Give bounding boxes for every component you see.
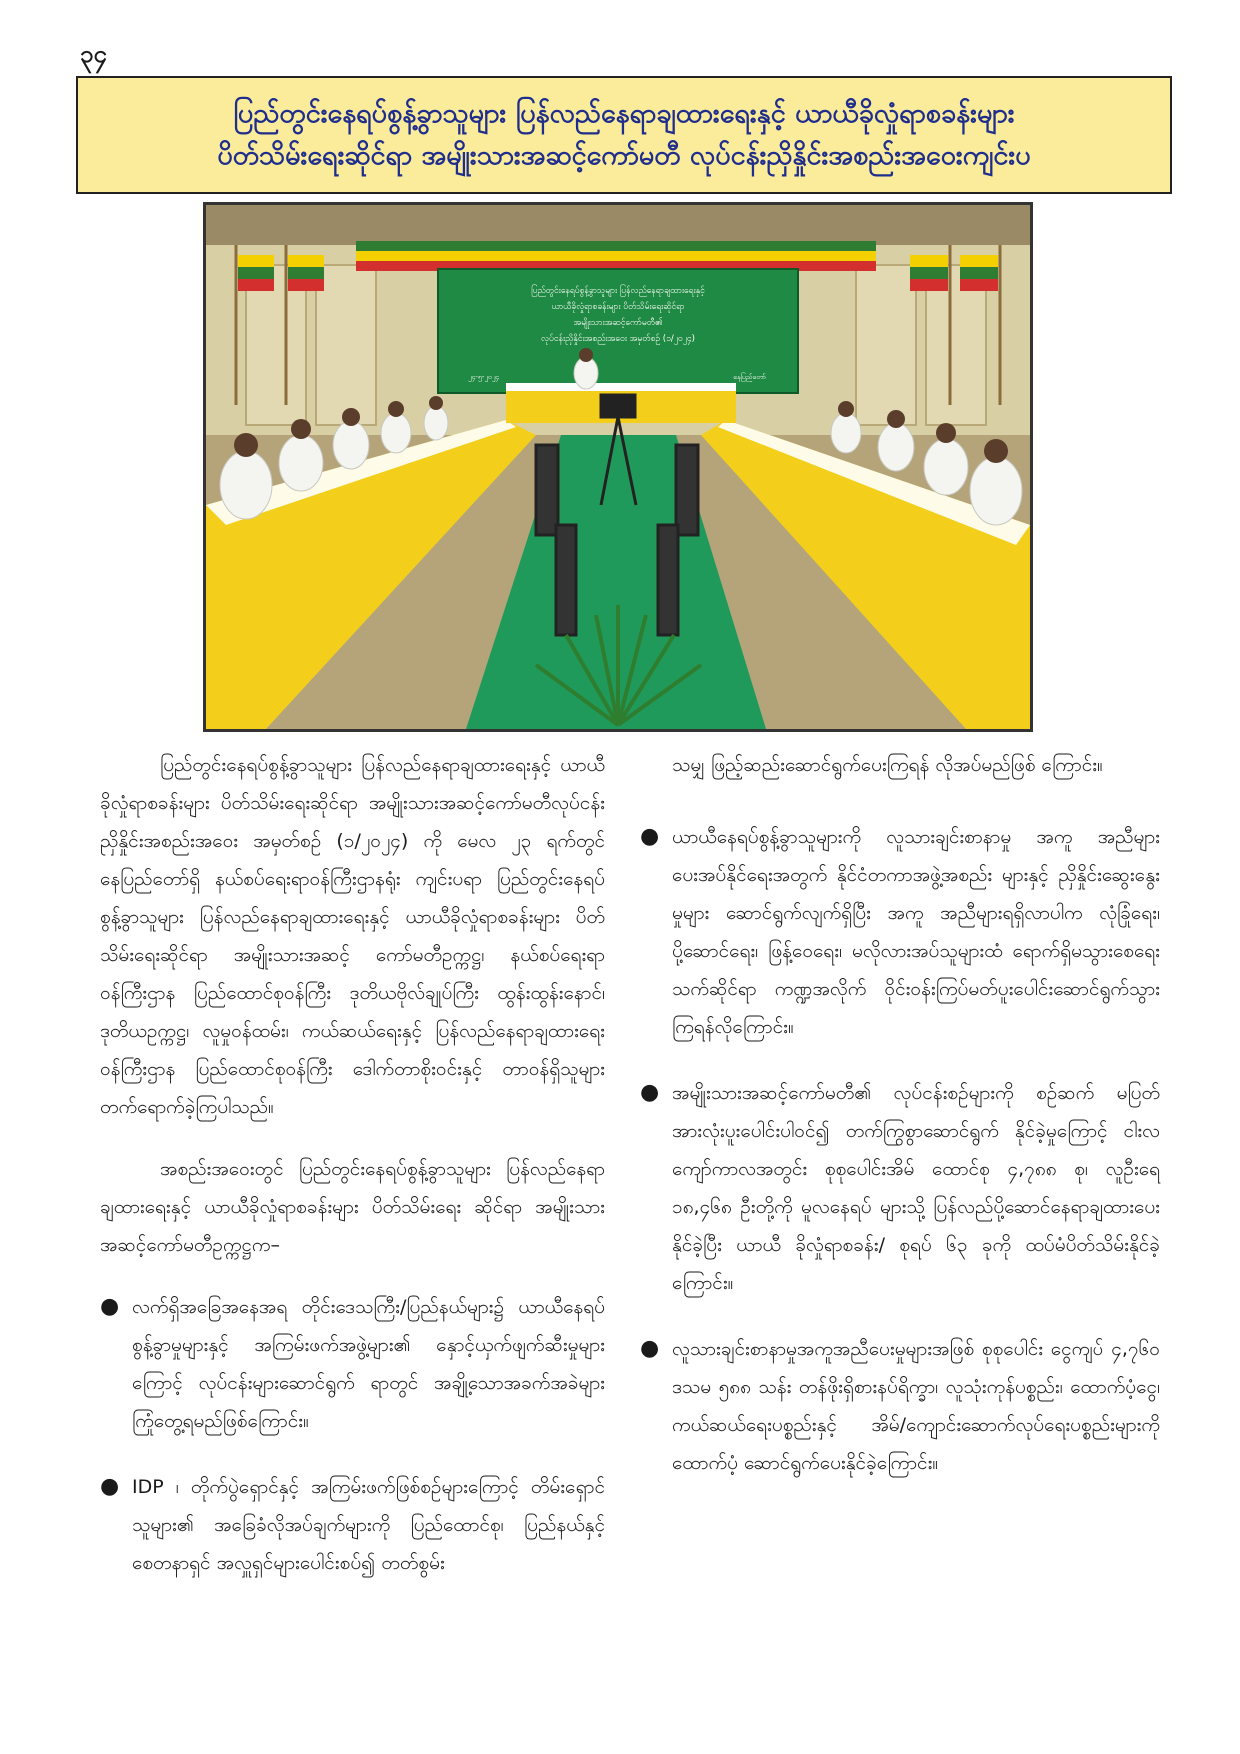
bullet-dot-icon: ● — [640, 1336, 660, 1361]
bullet-text: အမျိုးသားအဆင့်ကော်မတီ၏ လုပ်ငန်းစဉ်များကို စဉ်ဆက် မပြတ် အားလုံးပူးပေါင်းပါဝင်၍ တက်ကြွစွာဆောင်ရွက် နိုင်ခဲ့မှုကြောင့် ငါးလကျော်ကာလအတွင်း စုစုပေါင်းအိမ် ထောင်စု ၄,၇၈၈ စု၊ လူဦးရေ ၁၈,၄၆၈ ဦးတို့ကို မူလနေရပ် များသို့ ပြန်လည်ပို့ဆောင်နေရာချထားပေးနိုင်ခဲ့ပြီး ယာယီ ခိုလှုံရာစခန်း/ စုရပ် ၆၃ ခုကို ထပ်မံပိတ်သိမ်းနိုင်ခဲ့ကြောင်း။ — [672, 1082, 1160, 1294]
intro-paragraph: ပြည်တွင်းနေရပ်စွန့်ခွာသူများ ပြန်လည်နေရာချထားရေးနှင့် ယာယီခိုလှုံရာစခန်းများ ပိတ်သိမ်းရေးဆိုင်ရာ အမျိုးသားအဆင့်ကော်မတီလုပ်ငန်းညှိနှိုင်းအစည်းအဝေး အမှတ်စဉ် (၁/၂၀၂၄) ကို မေလ ၂၃ ရက်တွင် နေပြည်တော်ရှိ နယ်စပ်ရေးရာဝန်ကြီးဌာနရုံး ကျင်းပရာ ပြည်တွင်းနေရပ်စွန့်ခွာသူများ ပြန်လည်နေရာချထားရေးနှင့် ယာယီခိုလှုံရာစခန်းများ ပိတ်သိမ်းရေးဆိုင်ရာ အမျိုးသားအဆင့် ကော်မတီဥက္ကဋ္ဌ၊ နယ်စပ်ရေးရာဝန်ကြီးဌာန ပြည်ထောင်စုဝန်ကြီး ဒုတိယဗိုလ်ချုပ်ကြီး ထွန်းထွန်းနောင်၊ ဒုတိယဥက္ကဋ္ဌ၊ လူမှုဝန်ထမ်း၊ ကယ်ဆယ်ရေးနှင့် ပြန်လည်နေရာချထားရေးဝန်ကြီးဌာန ပြည်ထောင်စုဝန်ကြီး ဒေါက်တာစိုးဝင်းနှင့် တာဝန်ရှိသူများ တက်ရောက်ခဲ့ကြပါသည်။ — [100, 754, 605, 1118]
bullet-dot-icon: ● — [640, 1080, 660, 1105]
bullet-dot-icon: ● — [640, 824, 660, 849]
bullet-item — [640, 1330, 1160, 1482]
banner-line-2: ယာယီခိုလှုံရာစခန်းများ ပိတ်သိမ်းရေးဆိုင်ရာ — [551, 302, 685, 312]
meeting-paragraph: အစည်းအဝေးတွင် ပြည်တွင်းနေရပ်စွန့်ခွာသူများ ပြန်လည်နေရာချထားရေးနှင့် ယာယီခိုလှုံရာစခန်းများ ပိတ်သိမ်းရေး ဆိုင်ရာ အမျိုးသားအဆင့်ကော်မတီဥက္ကဋ္ဌက– — [100, 1158, 605, 1256]
bullet-text: လက်ရှိအခြေအနေအရ တိုင်းဒေသကြီး/ပြည်နယ်များ၌ ယာယီနေရပ်စွန့်ခွာမှုများနှင့် အကြမ်းဖက်အဖွဲ့များ၏ နှောင့်ယှက်ဖျက်ဆီးမှုများကြောင့် လုပ်ငန်းများဆောင်ရွက် ရာတွင် အချို့သောအခက်အခဲများကြုံတွေ့ရမည်ဖြစ်ကြောင်း။ — [132, 1296, 605, 1432]
left-column — [100, 746, 605, 1610]
page-number: ၃၄ — [80, 40, 107, 68]
title-box — [76, 76, 1172, 194]
banner-line-3: အမျိုးသားအဆင့်ကော်မတီ၏ — [573, 318, 663, 328]
banner-place: နေပြည်တော် — [733, 373, 766, 381]
meeting-photo — [203, 202, 1033, 732]
continuation-text: သမျှ ဖြည့်ဆည်းဆောင်ရွက်ပေးကြရန် လိုအပ်မည်ဖြစ် ကြောင်း။ — [672, 754, 1103, 776]
title-line-2: ပိတ်သိမ်းရေးဆိုင်ရာ အမျိုးသားအဆင့်ကော်မတီ လုပ်ငန်းညှိနှိုင်းအစည်းအဝေးကျင်းပ — [217, 140, 1031, 171]
bullet-item — [640, 818, 1160, 1046]
right-column — [640, 746, 1160, 1510]
bullet-item — [640, 1074, 1160, 1302]
bullet-item — [100, 1468, 605, 1582]
bullet-dot-icon: ● — [100, 1474, 120, 1499]
bullet-dot-icon: ● — [100, 1294, 120, 1319]
meeting-photo-illustration — [206, 205, 1030, 729]
bullet-item — [100, 1288, 605, 1440]
bullet-text: ယာယီနေရပ်စွန့်ခွာသူများကို လူသားချင်းစာနာမှု အကူ အညီများ ပေးအပ်နိုင်ရေးအတွက် နိုင်ငံတကာအဖွဲ့အစည်း များနှင့် ညှိနှိုင်းဆွေးနွေးမှုများ ဆောင်ရွက်လျက်ရှိပြီး အကူ အညီများရရှိလာပါက လုံခြုံရေး၊ ပို့ဆောင်ရေး၊ ဖြန့်ဝေရေး၊ မလိုလားအပ်သူများထံ ရောက်ရှိမသွားစေရေး သက်ဆိုင်ရာ ကဏ္ဍအလိုက် ဝိုင်းဝန်းကြပ်မတ်ပူးပေါင်းဆောင်ရွက်သွား ကြရန်လိုကြောင်း။ — [672, 826, 1160, 1038]
bullet-text: IDP ၊ တိုက်ပွဲရှောင်နှင့် အကြမ်းဖက်ဖြစ်စဉ်များကြောင့် တိမ်းရှောင်သူများ၏ အခြေခံလိုအပ်ချက်များကို ပြည်ထောင်စု၊ ပြည်နယ်နှင့်စေတနာရှင် အလှူရှင်များပေါင်းစပ်၍ တတ်စွမ်း — [132, 1476, 605, 1574]
banner-line-4: လုပ်ငန်းညှိနှိုင်းအစည်းအဝေး အမှတ်စဉ် (၁/၂၀၂၄) — [541, 334, 695, 344]
title-line-1: ပြည်တွင်းနေရပ်စွန့်ခွာသူများ ပြန်လည်နေရာချထားရေးနှင့် ယာယီခိုလှုံရာစခန်းများ — [233, 98, 1015, 130]
banner-date: ၂၄-၅-၂၀၂၄ — [468, 373, 500, 381]
banner-line-1: ပြည်တွင်းနေရပ်စွန့်ခွာသူများ ပြန်လည်နေရာချထားရေးနှင့် — [531, 286, 705, 296]
bullet-text: လူသားချင်းစာနာမှုအကူအညီပေးမှုများအဖြစ် စုစုပေါင်း ငွေကျပ် ၄,၇၆၀ ဒသမ ၅၈၈ သန်း တန်ဖိုးရှိစားနပ်ရိက္ခာ၊ လူသုံးကုန်ပစ္စည်း၊ ထောက်ပံ့ငွေ၊ ကယ်ဆယ်ရေးပစ္စည်းနှင့် အိမ်/ကျောင်းဆောက်လုပ်ရေးပစ္စည်းများကို ထောက်ပံ့ ဆောင်ရွက်ပေးနိုင်ခဲ့ကြောင်း။ — [672, 1338, 1160, 1474]
